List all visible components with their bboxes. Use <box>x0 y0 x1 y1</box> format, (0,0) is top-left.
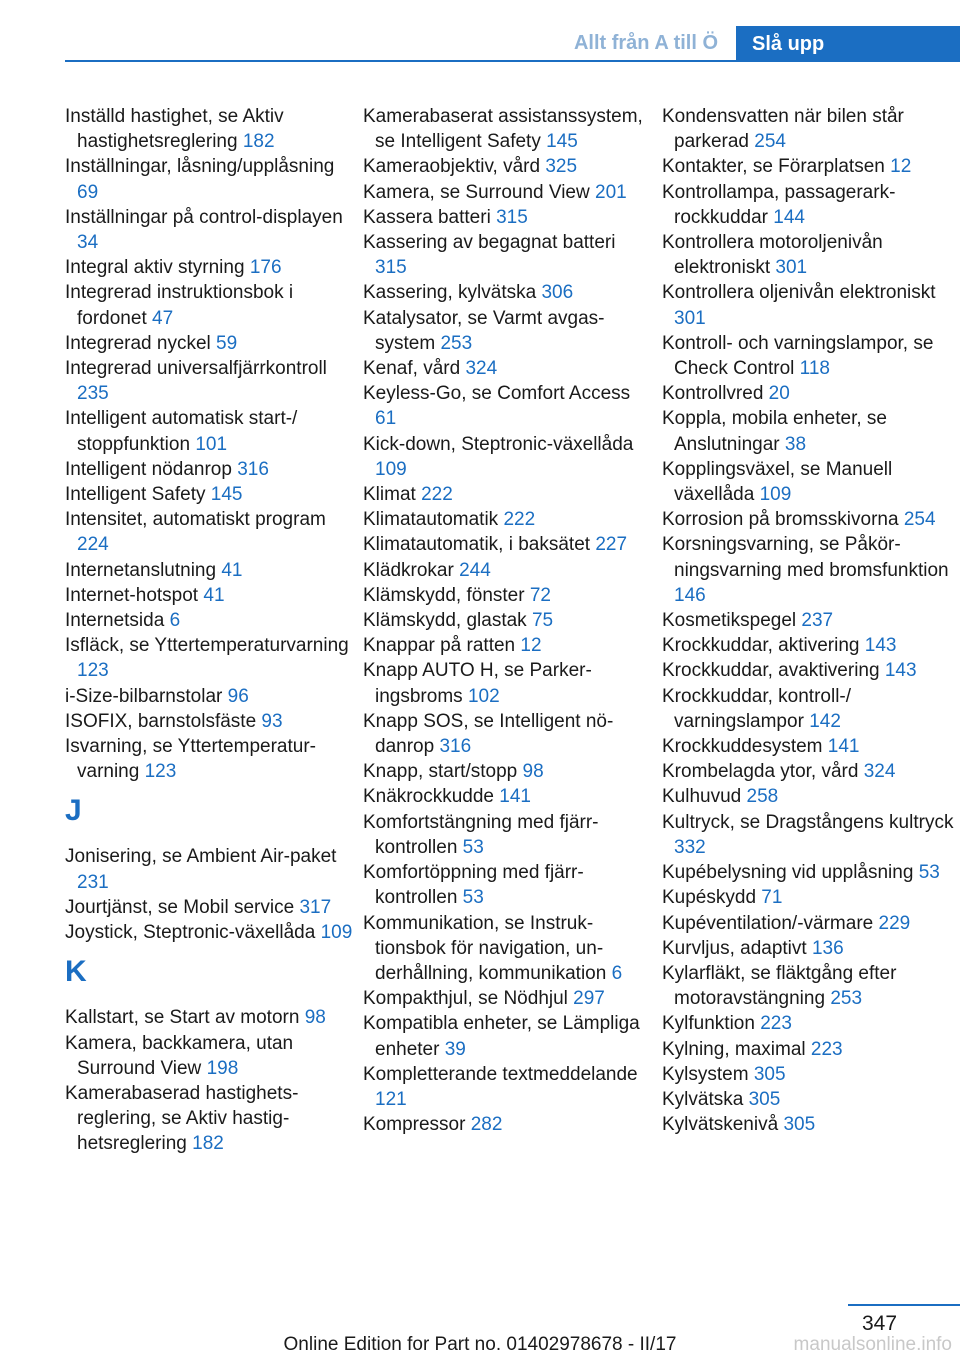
index-column-2 <box>363 104 651 1137</box>
entry-term: Kontroll- och varningslampor, se Check Control <box>662 332 934 380</box>
index-entry <box>363 532 651 557</box>
entry-term: Kommunikation, se Instruktionsbok för navigation, underhållning, kommunikation <box>363 912 607 984</box>
index-entry <box>363 306 651 356</box>
entry-term: Klämskydd, fönster <box>363 584 525 606</box>
page-link[interactable]: 142 <box>809 710 841 732</box>
index-entry <box>65 356 353 406</box>
page-link[interactable]: 316 <box>439 736 472 758</box>
page-link[interactable]: 141 <box>827 736 860 758</box>
index-entry <box>662 104 956 154</box>
entry-term: Krockkuddar, kontroll-/ varningslampor <box>662 685 852 732</box>
page-link[interactable]: 143 <box>884 660 917 682</box>
index-entry <box>662 406 956 456</box>
index-entry <box>65 684 353 709</box>
index-entry <box>363 432 651 482</box>
entry-term: Kompatibla enheter, se Lämpliga enheter <box>363 1013 640 1060</box>
page-link[interactable]: 227 <box>595 534 628 556</box>
footer-rule <box>848 1304 960 1306</box>
index-entry <box>662 810 956 860</box>
entry-term: Kassera batteri <box>363 206 491 228</box>
page-link[interactable]: 317 <box>299 896 332 918</box>
page-link[interactable]: 96 <box>227 685 249 707</box>
entry-term: Krockkuddar, avaktivering <box>662 660 880 682</box>
page-link[interactable]: 98 <box>522 761 544 783</box>
page-link[interactable]: 301 <box>674 307 706 329</box>
index-entry <box>65 280 353 330</box>
entry-term: i-Size-bilbarnstolar <box>65 685 223 707</box>
entry-term: Knapp SOS, se Intelligent nödanrop <box>363 710 614 758</box>
entry-term: Kupébelysning vid upplåsning <box>662 862 914 884</box>
page-link[interactable]: 72 <box>529 584 551 606</box>
index-entry <box>662 532 956 608</box>
entry-term: Kamera, se Surround View <box>363 181 590 203</box>
page-link[interactable]: 325 <box>545 156 578 178</box>
index-entry <box>363 1062 651 1112</box>
entry-term: Klimat <box>363 484 416 506</box>
page-link[interactable]: 6 <box>169 610 181 632</box>
entry-term: Kylvätskenivå <box>662 1114 779 1136</box>
page-link[interactable]: 301 <box>775 257 808 279</box>
index-entry <box>65 154 353 204</box>
page-link[interactable]: 141 <box>499 786 531 808</box>
entry-term: Kontrollera oljenivån elektroniskt <box>662 282 936 304</box>
index-entry <box>65 583 353 608</box>
index-entry <box>363 381 651 431</box>
index-entry <box>662 180 956 230</box>
page-link[interactable]: 109 <box>759 484 792 506</box>
page-link[interactable]: 61 <box>375 408 397 430</box>
index-entry <box>662 1087 956 1112</box>
entry-term: ISOFIX, barnstolsfäste <box>65 710 257 732</box>
page-link[interactable]: 75 <box>531 610 554 632</box>
page-link[interactable]: 47 <box>152 307 174 329</box>
entry-term: Korsningsvarning, se Påkörningsvarning med bromsfunktion <box>662 534 949 581</box>
index-entry <box>662 381 956 406</box>
entry-term: Kamerabaserat assistanssystem, se Intelligent Safety <box>363 106 643 153</box>
entry-term: Klimatautomatik, i baksätet <box>363 534 591 556</box>
entry-term: Kontrollampa, passagerarkrockkuddar <box>662 181 896 228</box>
index-entry <box>662 885 956 910</box>
index-entry <box>662 911 956 936</box>
entry-term: Kick-down, Steptronic-växellåda <box>363 433 634 455</box>
entry-term: Kylarfläkt, se fläktgång efter motoravstängning <box>662 962 897 1010</box>
index-column-3 <box>662 104 956 1137</box>
entry-term: Kylvätska <box>662 1088 744 1110</box>
page-link[interactable]: 144 <box>773 206 805 228</box>
index-entry <box>662 658 956 683</box>
entry-term: Keyless-Go, se Comfort Access <box>363 383 631 405</box>
index-entry <box>363 1011 651 1061</box>
page-link[interactable]: 123 <box>144 761 177 783</box>
index-entry <box>662 1062 956 1087</box>
page-link[interactable]: 324 <box>863 761 896 783</box>
index-entry <box>662 230 956 280</box>
entry-term: Intelligent nödanrop <box>65 458 232 480</box>
index-entry <box>65 482 353 507</box>
entry-term: Kosmetikspegel <box>662 610 797 632</box>
index-entry <box>662 1011 956 1036</box>
page-link[interactable]: 235 <box>77 383 109 405</box>
page-link[interactable]: 315 <box>375 257 407 279</box>
page-link[interactable]: 254 <box>754 131 786 153</box>
entry-term: Intensitet, automatiskt program <box>65 509 326 531</box>
index-entry <box>363 759 651 784</box>
index-entry <box>65 895 353 920</box>
entry-term: Kultryck, se Dragstångens kultryck <box>662 811 954 833</box>
entry-term: Kupéskydd <box>662 887 757 909</box>
page-link[interactable]: 176 <box>249 257 282 279</box>
page-link[interactable]: 136 <box>811 937 844 959</box>
page-link[interactable]: 12 <box>890 156 912 178</box>
entry-term: Krockkuddesystem <box>662 736 823 758</box>
entry-term: Kontakter, se Förarplatsen <box>662 156 885 178</box>
entry-term: Kameraobjektiv, vård <box>363 156 541 178</box>
entry-term: Kompletterande textmeddelande <box>363 1063 638 1085</box>
index-entry <box>363 205 651 230</box>
index-entry <box>662 784 956 809</box>
entry-term: Knapp, start/stopp <box>363 761 518 783</box>
index-entry <box>65 1005 353 1030</box>
section-letter: K <box>65 955 87 989</box>
entry-term: Integral aktiv styrning <box>65 257 245 279</box>
index-column-1 <box>65 104 353 1157</box>
entry-term: Integrerad instruktionsbok i fordonet <box>65 282 294 329</box>
index-entry <box>662 608 956 633</box>
index-entry <box>662 860 956 885</box>
page-link[interactable]: 306 <box>541 282 574 304</box>
index-entry <box>65 255 353 280</box>
page-link[interactable]: 297 <box>573 988 605 1010</box>
page-link[interactable]: 123 <box>77 660 109 682</box>
entry-term: Kamerabaserad hastighetsreglering, se Aktiv hastighetsreglering <box>65 1082 299 1155</box>
index-entry <box>363 709 651 759</box>
entry-term: Klädkrokar <box>363 559 454 581</box>
section-letter: J <box>65 794 82 828</box>
entry-term: Korrosion på bromsskivorna <box>662 509 899 531</box>
page-link[interactable]: 229 <box>878 912 911 934</box>
page-link[interactable]: 253 <box>830 988 863 1010</box>
index-entry <box>363 356 651 381</box>
page-link[interactable]: 305 <box>748 1088 781 1110</box>
index-entry <box>363 104 651 154</box>
index-entry <box>363 784 651 809</box>
page-link[interactable]: 20 <box>768 383 790 405</box>
page-link[interactable]: 231 <box>77 871 109 893</box>
entry-term: Knapp AUTO H, se Parkeringsbroms <box>363 660 592 707</box>
index-entry <box>65 457 353 482</box>
page-link[interactable]: 121 <box>375 1088 407 1110</box>
header-rule <box>65 60 960 62</box>
entry-term: Komfortstängning med fjärrkontrollen <box>363 811 599 858</box>
index-entry <box>65 920 353 945</box>
index-entry <box>65 1031 353 1081</box>
index-entry <box>363 280 651 305</box>
entry-term: Internetanslutning <box>65 559 217 581</box>
index-entry <box>662 734 956 759</box>
index-entry <box>363 180 651 205</box>
entry-term: Kylsystem <box>662 1063 749 1085</box>
entry-term: Komfortöppning med fjärrkontrollen <box>363 862 584 909</box>
page-link[interactable]: 69 <box>77 181 99 203</box>
page-link[interactable]: 224 <box>77 534 109 556</box>
index-entry <box>65 709 353 734</box>
page-link[interactable]: 305 <box>783 1114 816 1136</box>
entry-term: Knappar på ratten <box>363 635 516 657</box>
index-entry <box>662 154 956 179</box>
entry-term: Inställd hastighet, se Aktiv hastighetsreglering <box>65 106 284 153</box>
index-entry <box>662 280 956 330</box>
entry-term: Klämskydd, glastak <box>363 610 527 632</box>
page-link[interactable]: 53 <box>462 836 484 858</box>
index-entry <box>363 583 651 608</box>
entry-term: Koppla, mobila enheter, se Anslutningar <box>662 408 887 455</box>
page-number: 347 <box>862 1312 898 1335</box>
page-link[interactable]: 201 <box>595 181 627 203</box>
entry-term: Kompakthjul, se Nödhjul <box>363 988 568 1010</box>
index-entry <box>363 154 651 179</box>
entry-term: Intelligent automatisk start-/ stoppfunktion <box>65 408 298 455</box>
entry-term: Krockkuddar, aktivering <box>662 635 860 657</box>
index-entry <box>65 633 353 683</box>
page-link[interactable]: 102 <box>467 685 500 707</box>
index-entry <box>662 759 956 784</box>
index-entry <box>65 1081 353 1157</box>
page-link[interactable]: 253 <box>440 332 473 354</box>
index-entry <box>363 658 651 708</box>
page-link[interactable]: 41 <box>203 584 225 606</box>
page-link[interactable]: 6 <box>611 962 623 984</box>
entry-term: Kontrollvred <box>662 383 764 405</box>
page-link[interactable]: 38 <box>784 433 807 455</box>
page-link[interactable]: 324 <box>465 358 498 380</box>
entry-term: Inställningar på control-displayen <box>65 206 343 228</box>
index-entry <box>65 608 353 633</box>
page-link[interactable]: 101 <box>195 433 228 455</box>
index-entry <box>363 558 651 583</box>
entry-term: Jonisering, se Ambient Air-paket <box>65 846 337 868</box>
index-entry <box>662 507 956 532</box>
entry-term: Katalysator, se Varmt avgassystem <box>363 307 605 354</box>
entry-term: Kompressor <box>363 1114 466 1136</box>
page-link[interactable]: 39 <box>444 1038 466 1060</box>
entry-term: Kassering av begagnat batteri <box>363 232 616 254</box>
section-title: Allt från A till Ö <box>573 32 719 54</box>
page-link[interactable]: 332 <box>674 836 706 858</box>
index-entry <box>363 911 651 987</box>
entry-term: Kopplingsväxel, se Manuell växellåda <box>662 458 893 506</box>
index-entry <box>65 406 353 456</box>
page-link[interactable]: 145 <box>210 484 243 506</box>
entry-term: Krombelagda ytor, vård <box>662 761 859 783</box>
page-link[interactable]: 198 <box>206 1057 239 1079</box>
index-entry <box>363 633 651 658</box>
index-entry <box>363 986 651 1011</box>
entry-term: Isfläck, se Yttertemperaturvarning <box>65 635 349 657</box>
entry-term: Kamera, backkamera, utan Surround View <box>65 1032 294 1079</box>
page-link[interactable]: 222 <box>421 484 453 506</box>
page-link[interactable]: 34 <box>77 232 99 254</box>
index-entry <box>363 507 651 532</box>
page-link[interactable]: 244 <box>459 559 491 581</box>
entry-term: Kallstart, se Start av motorn <box>65 1007 300 1029</box>
entry-term: Kassering, kylvätska <box>363 282 537 304</box>
page-link[interactable]: 146 <box>674 584 706 606</box>
page-link[interactable]: 182 <box>242 131 275 153</box>
page-link[interactable]: 254 <box>903 509 936 531</box>
edition-text: Online Edition for Part no. 01402978678 - II/17 <box>283 1334 677 1355</box>
index-entry <box>363 810 651 860</box>
page-link[interactable]: 109 <box>375 458 407 480</box>
index-entry <box>662 961 956 1011</box>
index-entry <box>363 860 651 910</box>
entry-term: Kenaf, vård <box>363 358 461 380</box>
entry-term: Integrerad universalfjärrkontroll <box>65 358 327 380</box>
index-entry <box>363 230 651 280</box>
index-entry <box>662 1037 956 1062</box>
lookup-tab[interactable]: Slå upp <box>736 26 960 62</box>
index-entry <box>363 608 651 633</box>
entry-term: Inställningar, låsning/upplåsning <box>65 156 335 178</box>
entry-term: Joystick, Steptronic-växellåda <box>65 922 316 944</box>
page-link[interactable]: 222 <box>503 509 536 531</box>
entry-term: Kurvljus, adaptivt <box>662 937 807 959</box>
watermark: manualsonline.info <box>793 1334 952 1355</box>
index-entry <box>65 104 353 154</box>
index-entry <box>662 936 956 961</box>
index-entry <box>363 482 651 507</box>
entry-term: Internet-hotspot <box>65 584 199 606</box>
entry-term: Integrerad nyckel <box>65 332 211 354</box>
entry-term: Kondensvatten när bilen står parkerad <box>662 106 904 153</box>
index-entry <box>65 844 353 894</box>
index-entry <box>65 205 353 255</box>
page-link[interactable]: 316 <box>237 458 269 480</box>
page-link[interactable]: 93 <box>261 710 283 732</box>
entry-term: Kulhuvud <box>662 786 742 808</box>
entry-term: Isvarning, se Yttertemperaturvarning <box>65 736 316 783</box>
index-entry <box>65 507 353 557</box>
index-entry <box>65 331 353 356</box>
index-entry <box>662 457 956 507</box>
index-entry <box>662 684 956 734</box>
entry-term: Kylfunktion <box>662 1013 755 1035</box>
page-link[interactable]: 118 <box>799 358 830 380</box>
page-link[interactable]: 282 <box>470 1114 503 1136</box>
page-link[interactable]: 143 <box>864 635 897 657</box>
index-entry <box>662 331 956 381</box>
page-link[interactable]: 109 <box>320 922 353 944</box>
index-entry <box>662 633 956 658</box>
page-link[interactable]: 41 <box>221 559 243 581</box>
index-entry <box>65 734 353 784</box>
page-link[interactable]: 71 <box>761 887 783 909</box>
page-link[interactable]: 223 <box>810 1038 843 1060</box>
index-entry <box>65 558 353 583</box>
index-entry <box>363 1112 651 1137</box>
page-link[interactable]: 145 <box>546 131 578 153</box>
entry-term: Klimatautomatik <box>363 509 499 531</box>
page-link[interactable]: 12 <box>520 635 542 657</box>
page-link[interactable]: 305 <box>753 1063 786 1085</box>
entry-term: Kontrollera motoroljenivån elektroniskt <box>662 232 883 279</box>
entry-term: Intelligent Safety <box>65 484 206 506</box>
page-link[interactable]: 53 <box>918 862 940 884</box>
page-link[interactable]: 258 <box>746 786 779 808</box>
entry-term: Internetsida <box>65 610 165 632</box>
entry-term: Jourtjänst, se Mobil service <box>65 896 295 918</box>
page-link[interactable]: 59 <box>216 332 238 354</box>
index-entry <box>662 1112 956 1137</box>
page-link[interactable]: 53 <box>462 887 484 909</box>
page-link[interactable]: 182 <box>192 1133 224 1155</box>
page-link[interactable]: 98 <box>304 1007 326 1029</box>
entry-term: Kupéventilation/-värmare <box>662 912 874 934</box>
page-link[interactable]: 223 <box>760 1013 792 1035</box>
page-link[interactable]: 237 <box>801 610 834 632</box>
entry-term: Kylning, maximal <box>662 1038 806 1060</box>
entry-term: Knäkrockkudde <box>363 786 494 808</box>
page-link[interactable]: 315 <box>496 206 528 228</box>
